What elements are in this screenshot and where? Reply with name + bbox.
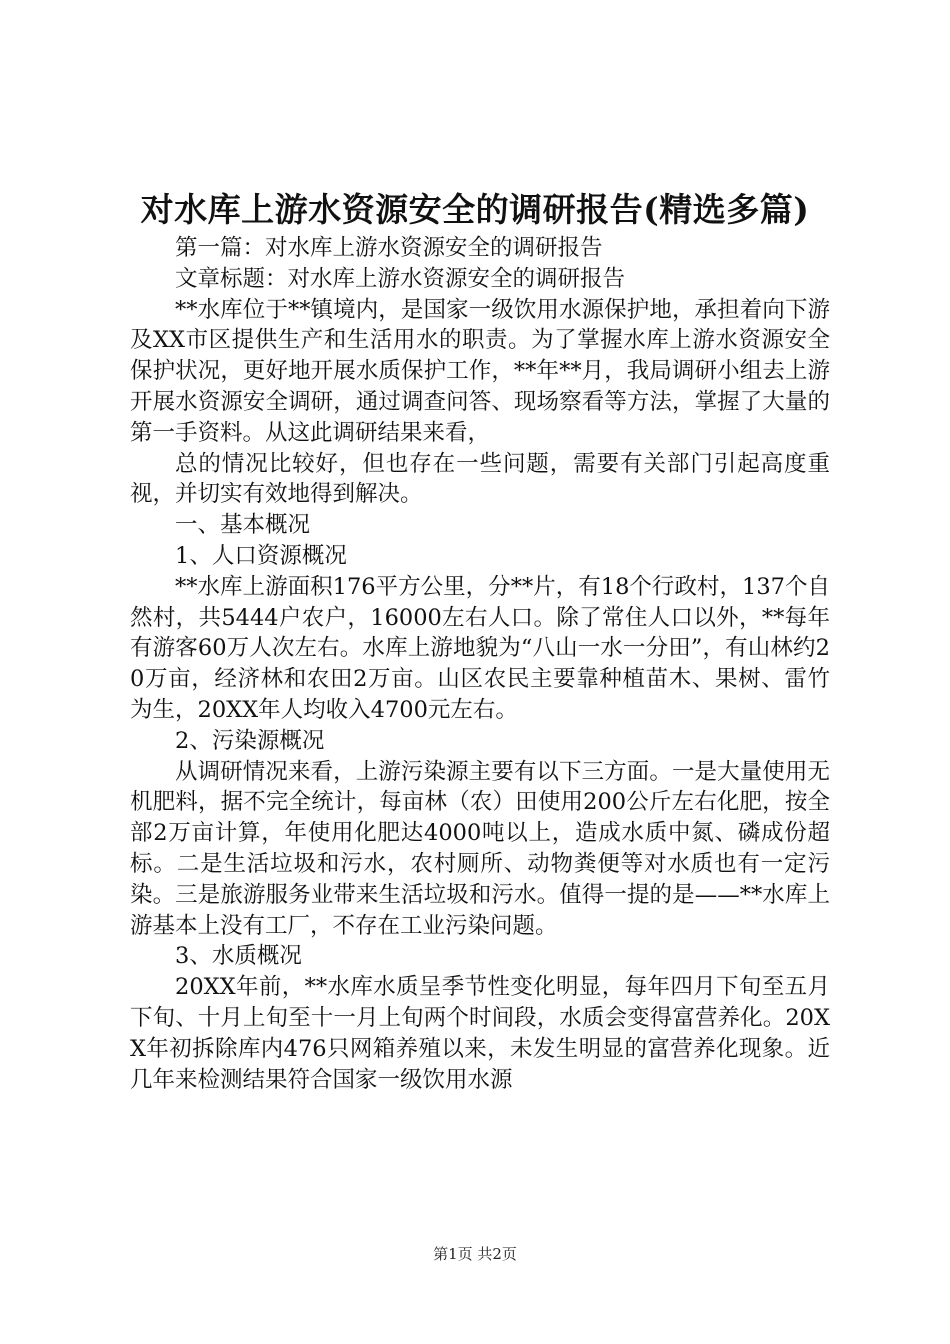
- subsection-heading-pollution: 2、污染源概况: [175, 727, 325, 754]
- section-heading-overview: 一、基本概况: [175, 512, 311, 539]
- document-title: 对水库上游水资源安全的调研报告(精选多篇): [140, 190, 810, 229]
- paragraph-water-quality: 20XX年前，**水库水质呈季节性变化明显，每年四月下旬至五月下旬、十月上旬至十一月上旬两个时间段，水质会变得富营养化。20XX年初拆除库内476只网箱养殖以来，未发生明显的富营养化现象。近几年来检测结果符合国家一级饮用水源: [130, 974, 830, 1093]
- page-footer: 第1页 共2页: [433, 1245, 517, 1263]
- subsection-heading-population: 1、人口资源概况: [175, 542, 347, 569]
- paragraph-intro: **水库位于**镇境内，是国家一级饮用水源保护地，承担着向下游及XX市区提供生产和生活用水的职责。为了掌握水库上游水资源安全保护状况，更好地开展水质保护工作，**年**月，我局调研小组去上游开展水资源安全调研，通过调查问答、现场察看等方法，掌握了大量的第一手资料。从这此调研结果来看，: [130, 296, 830, 446]
- paragraph-population: **水库上游面积176平方公里，分**片，有18个行政村，137个自然村，共5444户农户，16000左右人口。除了常住人口以外，**每年有游客60万人次左右。水库上游地貌为“八山一水一分田”，有山林约20万亩，经济林和农田2万亩。山区农民主要靠种植苗木、果树、雷竹为生，20XX年人均收入4700元左右。: [130, 573, 830, 723]
- paragraph-summary: 总的情况比较好，但也存在一些问题，需要有关部门引起高度重视，并切实有效地得到解决。: [130, 450, 830, 508]
- paragraph-article-title: 文章标题：对水库上游水资源安全的调研报告: [175, 265, 626, 292]
- paragraph-part-heading: 第一篇：对水库上游水资源安全的调研报告: [175, 235, 603, 261]
- document-body: [130, 233, 830, 1095]
- subsection-heading-water-quality: 3、水质概况: [175, 943, 302, 970]
- paragraph-pollution: 从调研情况来看，上游污染源主要有以下三方面。一是大量使用无机肥料，据不完全统计，每亩林（农）田使用200公斤左右化肥，按全部2万亩计算，年使用化肥达4000吨以上，造成水质中氮、磷成份超标。二是生活垃圾和污水，农村厕所、动物粪便等对水质也有一定污染。三是旅游服务业带来生活垃圾和污水。值得一提的是——**水库上游基本上没有工厂，不存在工业污染问题。: [130, 758, 830, 939]
